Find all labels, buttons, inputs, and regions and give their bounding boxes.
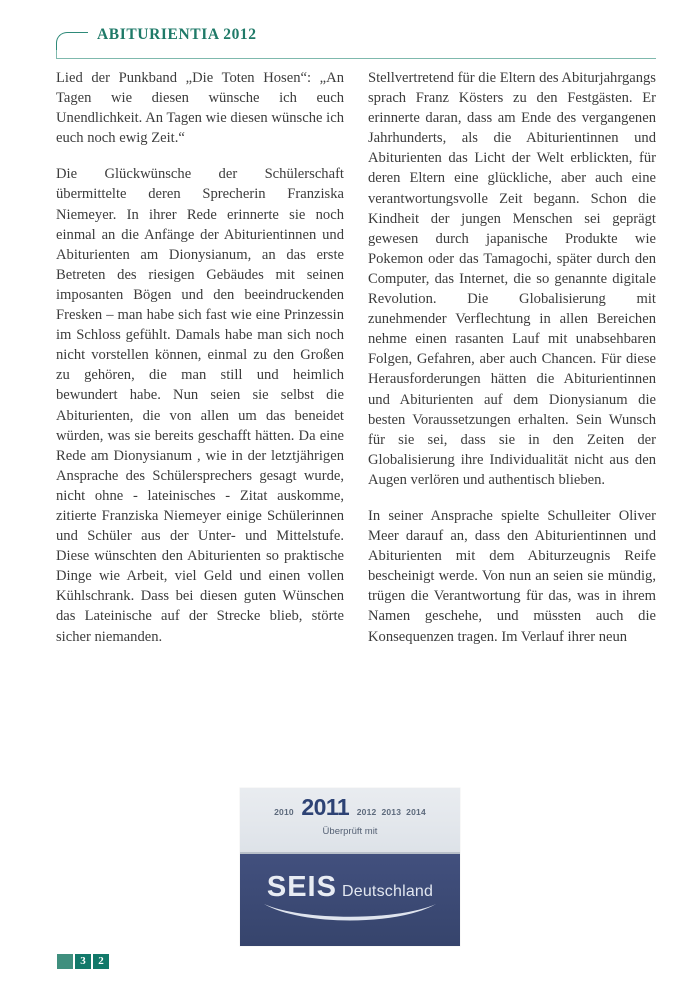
page-header	[56, 28, 656, 60]
seis-logo-name: SEIS	[266, 871, 337, 903]
certificate-lower-panel	[240, 854, 460, 946]
certificate-upper-panel	[240, 788, 460, 854]
year-label: 2010	[274, 807, 294, 817]
seis-logo	[240, 871, 460, 904]
year-label: 2013	[381, 807, 402, 817]
footer-marker-box	[57, 954, 73, 969]
paragraph: Die Glückwünsche der Schülerschaft übermittelte deren Sprecherin Franziska Niemeyer. In ihrer Rede erinnerte sie noch einmal an die Anfänge der Abiturientinnen und Abiturienten am Dionysianum, an das erste Betreten des riesigen Gebäudes mit seinen imposanten Bögen und den beeindruckenden Fresken – man habe sich fast wie eine Prinzessin im Schloss gefühlt. Damals habe man sich noch nicht vorstellen können, einmal zu den Großen zu gehören, die man still und heimlich bewundert habe. Nun seien sie selbst die Abiturienten, die von allen um das beneidet würden, was sie bereits geschafft hätten. Da eine Rede am Dionysianum , wie in der letztjährigen Ansprache des Schülersprechers gesagt wurde, nicht ohne - lateinisches - Zitat auskomme, zitierte Franziska Niemeyer einige Schülerinnen und Schüler aus der Unter- und Mittelstufe. Diese wünschten den Abiturienten so praktische Dinge wie Arbeit, viel Geld und einen vollen Kühlschrank. Dass bei diesen guten Wünschen das Lateinische auf der Strecke blieb, störte sicher niemanden.	[56, 166, 344, 645]
year-label: 2014	[406, 807, 426, 817]
seis-logo-suffix: Deutschland	[341, 883, 434, 900]
page-title: ABITURIENTIA 2012	[97, 26, 257, 43]
certificate-year-row	[240, 794, 460, 821]
article-body	[56, 68, 656, 768]
rounded-bracket-icon	[56, 32, 88, 54]
year-highlight: 2011	[301, 794, 350, 820]
paragraph: Stellvertretend für die Eltern des Abiturjahrgangs sprach Franz Kösters zu den Festgästen. Er erinnerte daran, dass am Ende des vergangenen Jahrhunderts, als die Abiturientinnen und Abiturienten das Licht der Welt erblickten, für deren Eltern eine glückliche, aber auch eine verantwortungsvolle Zeit begann. Schon die Kindheit der jungen Menschen sei geprägt gewesen durch japanische Produkte wie Pokemon oder das Tamagochi, später durch den Computer, das Internet, die so genannte digitale Revolution. Die Globalisierung mit zunehmender Verflechtung in allen Bereichen nehme einen rasanten Lauf mit unabsehbaren Folgen, Gefahren, aber auch Chancen. Für diese Herausforderungen hätten die Abiturientinnen und Abiturienten auf dem Dionysianum die besten Voraussetzungen erhalten. Sein Wunsch für sie sei, dass sie in den Zeiten der Globalisierung ihre Individualität nicht aus den Augen verlören und authentisch blieben.	[368, 70, 656, 488]
left-column	[56, 68, 344, 647]
page-number-digit: 2	[93, 954, 109, 969]
header-rule	[56, 58, 656, 59]
paragraph: Lied der Punkband „Die Toten Hosen“: „An Tagen wie diesen wünsche ich euch Unendlichkeit. An Tagen wie diesen wünsche ich euch noch ewig Zeit.“	[56, 70, 344, 147]
right-column	[368, 68, 656, 647]
certificate-subtitle: Überprüft mit	[322, 826, 378, 837]
smile-swoosh-icon	[262, 902, 438, 924]
year-label: 2012	[356, 807, 377, 817]
page-footer	[57, 953, 111, 969]
seis-certificate-image	[240, 788, 460, 946]
paragraph: In seiner Ansprache spielte Schulleiter Oliver Meer darauf an, dass den Abiturientinnen und Abiturienten mit dem Abiturzeugnis Reife bescheinigt werde. Von nun an seien sie mündig, trügen die Verantwortung für das, was in ihrem Namen geschehe, und müssten auch die Konsequenzen tragen. Im Verlauf ihrer neun	[368, 507, 656, 645]
page-number-digit: 3	[75, 954, 91, 969]
